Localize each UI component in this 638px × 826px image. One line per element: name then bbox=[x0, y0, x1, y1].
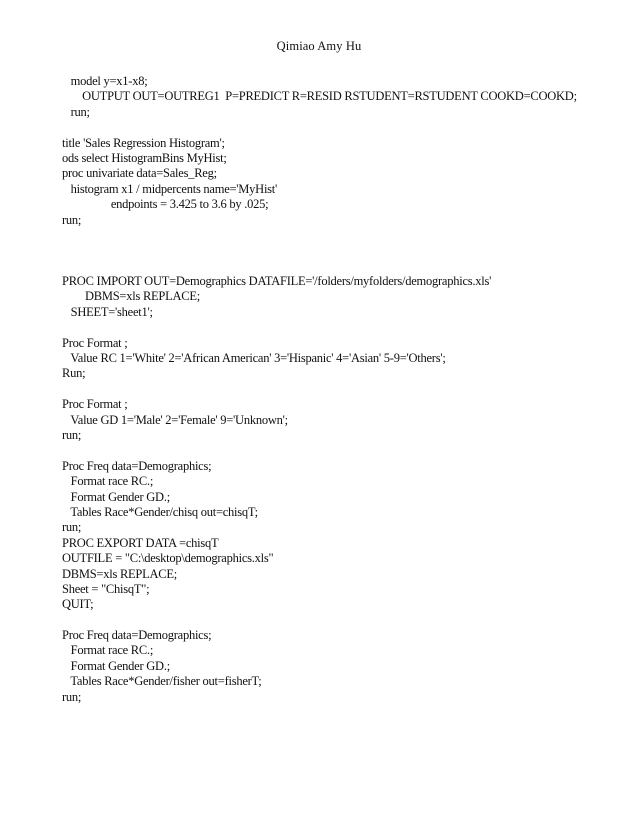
code-line: OUTPUT OUT=OUTREG1 P=PREDICT R=RESID RSTUDENT=RSTUDENT COOKD=COOKD; bbox=[62, 89, 577, 104]
code-line: run; bbox=[62, 212, 82, 227]
code-line: Format race RC.; bbox=[62, 474, 154, 489]
code-line: run; bbox=[62, 104, 90, 119]
code-line: ods select HistogramBins MyHist; bbox=[62, 150, 227, 165]
code-line: proc univariate data=Sales_Reg; bbox=[62, 166, 217, 181]
code-line bbox=[62, 443, 622, 458]
code-line bbox=[62, 243, 622, 258]
code-line: PROC IMPORT OUT=Demographics DATAFILE='/folders/myfolders/demographics.xls' bbox=[62, 274, 492, 289]
code-line: Proc Format ; bbox=[62, 335, 128, 350]
code-line: Sheet = "ChisqT"; bbox=[62, 581, 150, 596]
code-body bbox=[62, 74, 622, 705]
code-line bbox=[62, 259, 622, 274]
code-line bbox=[62, 382, 622, 397]
code-line: run; bbox=[62, 427, 82, 442]
code-line: Value GD 1='Male' 2='Female' 9='Unknown'; bbox=[62, 412, 288, 427]
code-line: Proc Format ; bbox=[62, 397, 128, 412]
code-line: Format race RC.; bbox=[62, 643, 154, 658]
code-line bbox=[62, 320, 622, 335]
code-line: model y=x1-x8; bbox=[62, 74, 148, 88]
code-line: Proc Freq data=Demographics; bbox=[62, 458, 212, 473]
code-line bbox=[62, 120, 622, 135]
code-line: run; bbox=[62, 520, 82, 535]
code-line: Tables Race*Gender/chisq out=chisqT; bbox=[62, 504, 258, 519]
code-line: endpoints = 3.425 to 3.6 by .025; bbox=[62, 197, 269, 212]
code-line: DBMS=xls REPLACE; bbox=[62, 566, 177, 581]
code-line: SHEET='sheet1'; bbox=[62, 304, 153, 319]
code-line: Tables Race*Gender/fisher out=fisherT; bbox=[62, 674, 262, 689]
code-line bbox=[62, 613, 622, 628]
code-line: Proc Freq data=Demographics; bbox=[62, 628, 212, 643]
code-line: Format Gender GD.; bbox=[62, 658, 170, 673]
code-line: title 'Sales Regression Histogram'; bbox=[62, 135, 225, 150]
page-header-author: Qimiao Amy Hu bbox=[276, 39, 362, 53]
code-line: QUIT; bbox=[62, 597, 94, 612]
code-line: DBMS=xls REPLACE; bbox=[62, 289, 200, 304]
code-line: PROC EXPORT DATA =chisqT bbox=[62, 535, 219, 550]
code-line: run; bbox=[62, 689, 82, 704]
code-line: OUTFILE = "C:\desktop\demographics.xls" bbox=[62, 551, 274, 566]
code-line: histogram x1 / midpercents name='MyHist' bbox=[62, 181, 278, 196]
code-line bbox=[62, 228, 622, 243]
code-line: Run; bbox=[62, 366, 86, 381]
code-line: Format Gender GD.; bbox=[62, 489, 170, 504]
code-line: Value RC 1='White' 2='African American' 3='Hispanic' 4='Asian' 5-9='Others'; bbox=[62, 351, 446, 366]
